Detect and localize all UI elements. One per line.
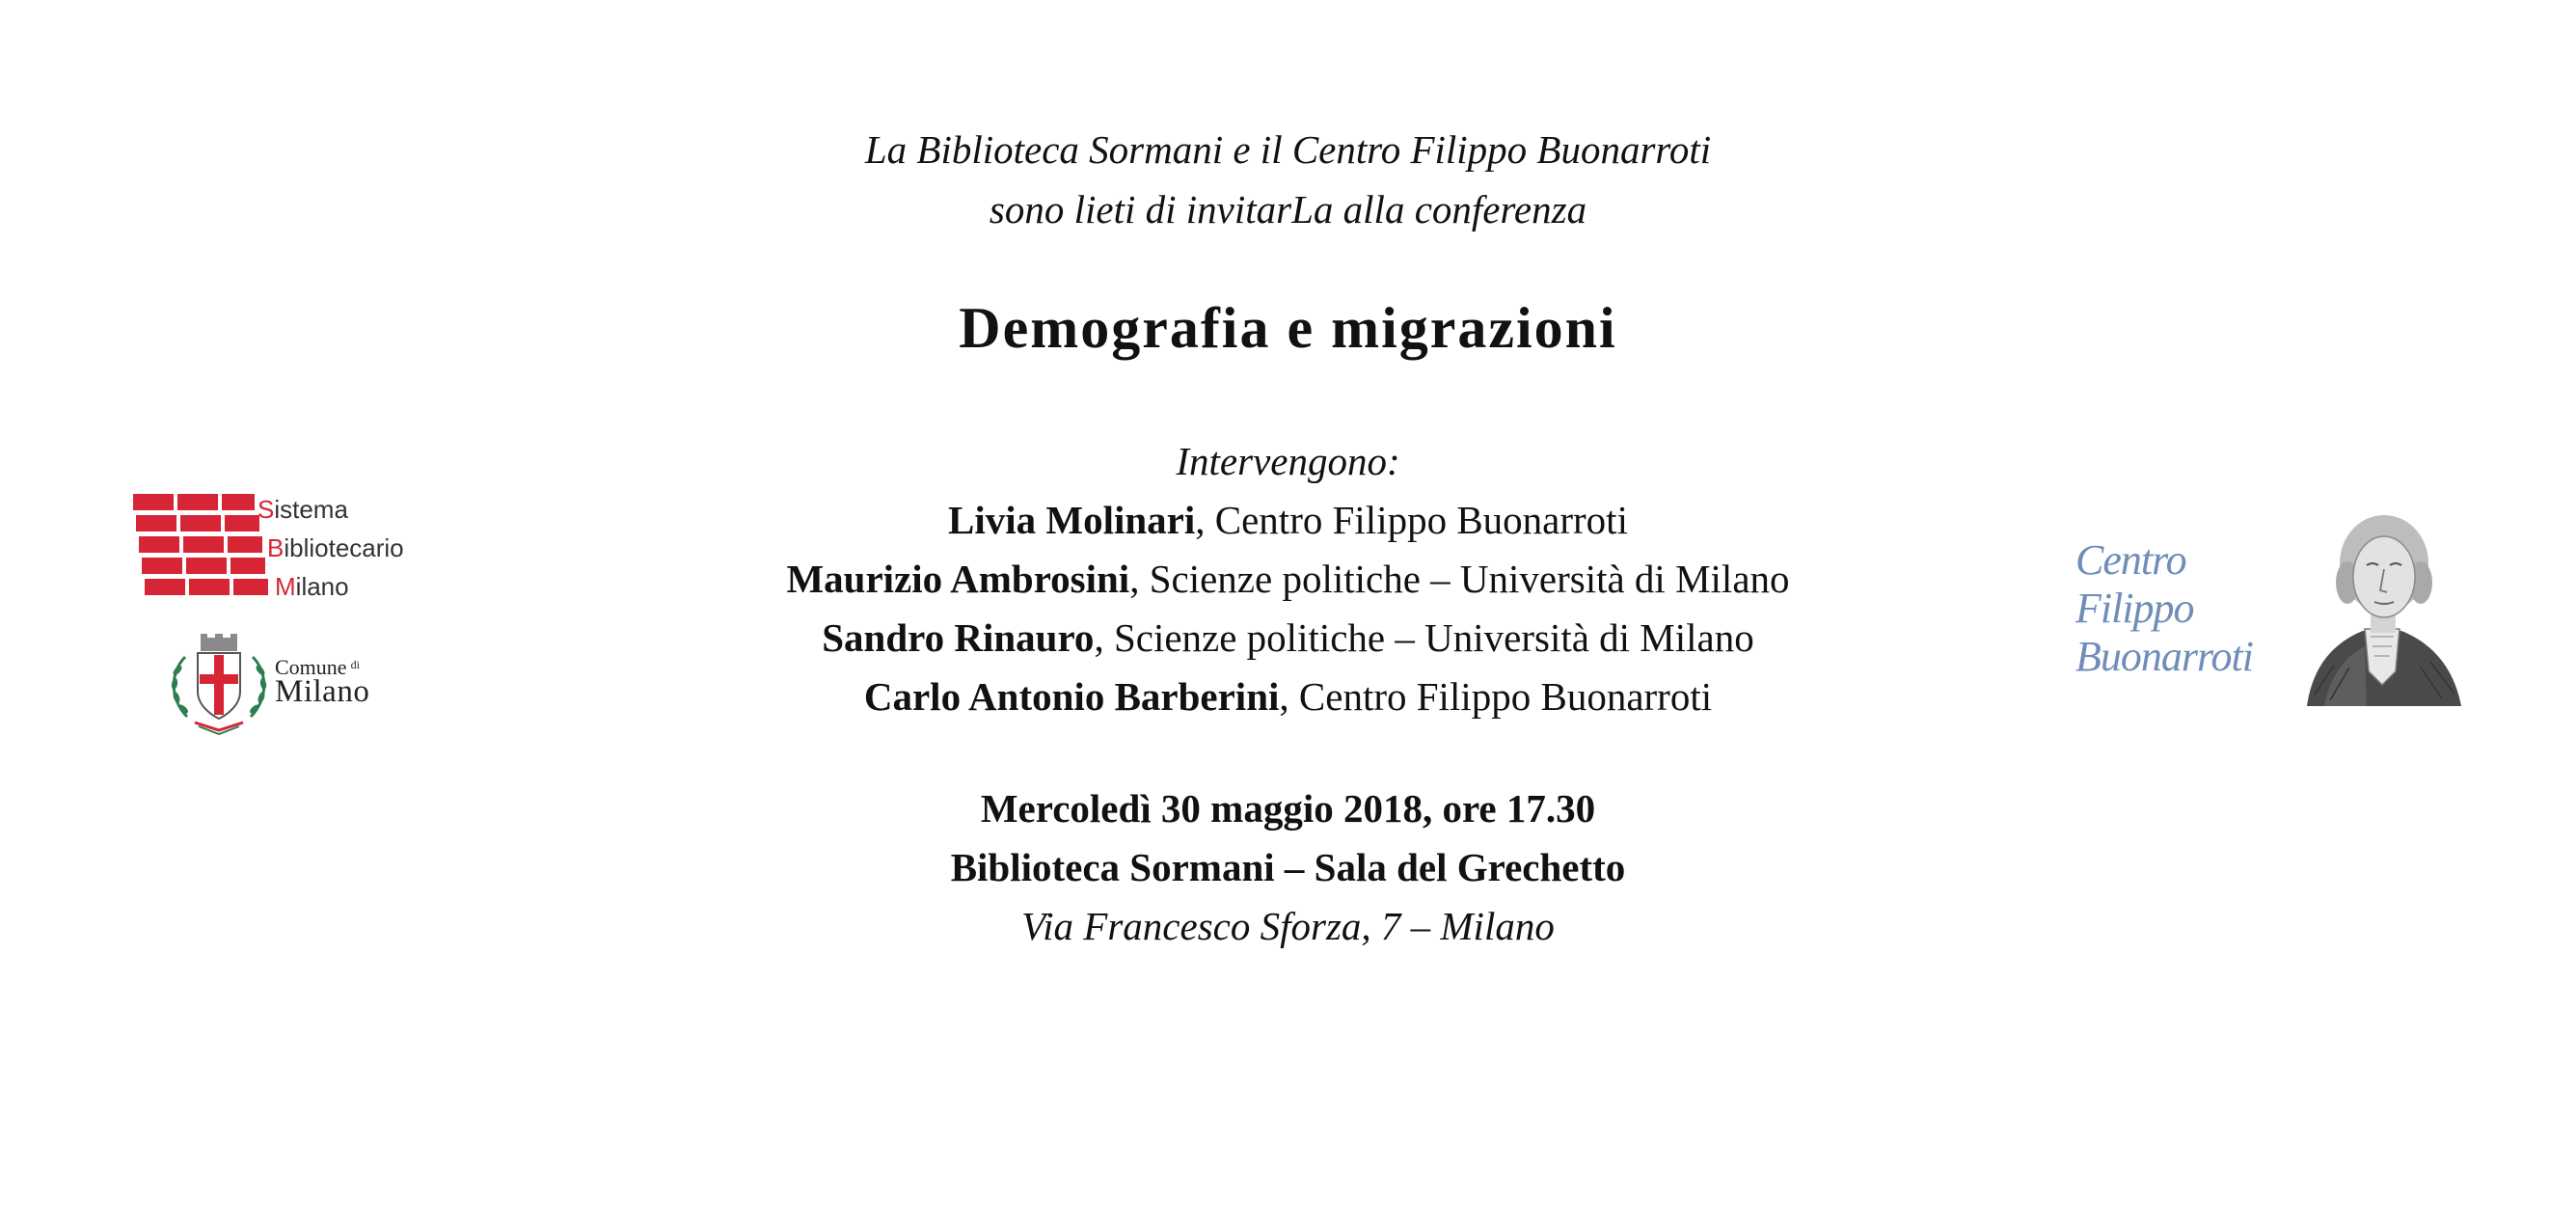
speaker-affiliation: , Scienze politiche – Università di Milano <box>1129 557 1790 601</box>
wordmark-line: Filippo <box>2075 585 2194 632</box>
intro-line: sono lieti di invitarLa alla conferenza <box>989 187 1587 232</box>
speakers-heading: Intervengono: <box>1176 439 1400 483</box>
comune-word: Comune <box>275 655 347 679</box>
wordmark-line: Sistema <box>258 495 348 524</box>
event-address: Via Francesco Sforza, 7 – Milano <box>1021 904 1555 948</box>
speaker-affiliation: , Centro Filippo Buonarroti <box>1195 498 1628 542</box>
comune-di: di <box>350 658 360 671</box>
event-venue: Biblioteca Sormani – Sala del Grechetto <box>950 845 1626 889</box>
speaker-name: Sandro Rinauro <box>822 615 1095 660</box>
speaker-line <box>0 550 2576 609</box>
invitation-intro <box>0 120 2576 239</box>
wordmark-line: Centro <box>2075 536 2186 584</box>
speaker-name: Maurizio Ambrosini <box>786 557 1130 601</box>
speaker-affiliation: , Scienze politiche – Università di Milano <box>1094 615 1754 660</box>
speaker-line <box>0 609 2576 668</box>
conference-title: Demografia e migrazioni <box>959 296 1617 360</box>
event-date: Mercoledì 30 maggio 2018, ore 17.30 <box>980 786 1596 831</box>
speakers-block <box>0 432 2576 726</box>
intro-line: La Biblioteca Sormani e il Centro Filippo Buonarroti <box>864 127 1712 172</box>
speaker-line <box>0 668 2576 726</box>
speaker-line <box>0 491 2576 550</box>
event-details <box>0 779 2576 956</box>
wordmark-line: Buonarroti <box>2075 633 2253 680</box>
speaker-affiliation: , Centro Filippo Buonarroti <box>1279 674 1713 719</box>
speaker-name: Livia Molinari <box>948 498 1196 542</box>
wordmark-line: Bibliotecario <box>267 533 404 562</box>
wordmark-line: Milano <box>275 572 349 601</box>
comune-city: Milano <box>275 674 370 709</box>
speaker-name: Carlo Antonio Barberini <box>863 674 1280 719</box>
